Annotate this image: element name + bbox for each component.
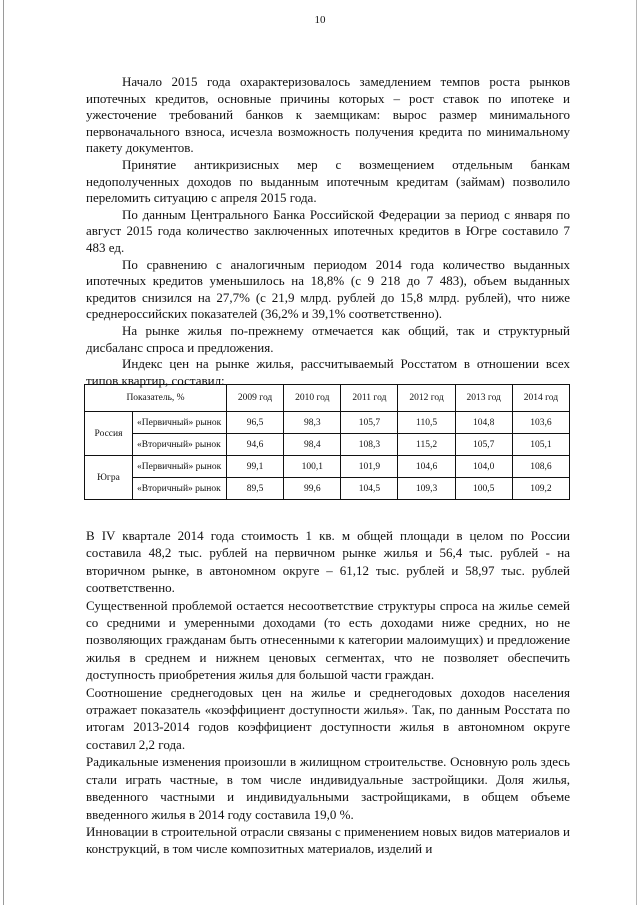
table-header-cell: 2010 год — [284, 385, 341, 412]
value-cell: 104,8 — [455, 412, 512, 434]
value-cell: 104,5 — [341, 478, 398, 500]
paragraph: Соотношение среднегодовых цен на жилье и среднегодовых доходов населения отражает показатель «коэффициент доступности жилья». Так, по данным Росстата по итогам 2013-2014 годов коэффициент доступности жилья в автономном округе составил 2,2 года. — [86, 684, 570, 752]
value-cell: 108,6 — [512, 456, 569, 478]
paragraph: По сравнению с аналогичным периодом 2014 года количество выданных ипотечных кредитов уменьшилось на 18,8% (с 9 218 до 7 483), объем выданных кредитов снизился на 27,7% (с 21,9 млрд. рублей до 15,8 млрд. рублей), что ниже среднероссийских показателей (36,2% и 39,1% соответственно). — [86, 256, 570, 322]
value-cell: 109,2 — [512, 478, 569, 500]
body-paragraph-group — [86, 527, 570, 858]
value-cell: 98,4 — [284, 434, 341, 456]
value-cell: 105,7 — [341, 412, 398, 434]
paragraph: Инновации в строительной отрасли связаны с применением новых видов материалов и конструкций, в том числе композитных материалов, изделий и — [86, 823, 570, 857]
table-row — [85, 412, 570, 434]
page-number: 10 — [314, 14, 326, 26]
table-header-cell: 2014 год — [512, 385, 569, 412]
value-cell: 100,5 — [455, 478, 512, 500]
value-cell: 108,3 — [341, 434, 398, 456]
table-header-cell: 2011 год — [341, 385, 398, 412]
table-header-cell: Показатель, % — [85, 385, 227, 412]
table-header-cell: 2009 год — [227, 385, 284, 412]
region-cell: Россия — [85, 412, 133, 456]
market-cell: «Первичный» рынок — [133, 412, 227, 434]
table-header-cell: 2012 год — [398, 385, 455, 412]
value-cell: 110,5 — [398, 412, 455, 434]
market-cell: «Вторичный» рынок — [133, 478, 227, 500]
value-cell: 104,0 — [455, 456, 512, 478]
scan-edge-right — [636, 0, 637, 905]
paragraph: В IV квартале 2014 года стоимость 1 кв. м общей площади в целом по России составила 48,2 тыс. рублей на первичном рынке жилья и 56,4 тыс. рублей - на вторичном рынке, в автономном округе – 61,12 тыс. рублей и 58,97 тыс. рублей соответственно. — [86, 528, 570, 596]
value-cell: 103,6 — [512, 412, 569, 434]
paragraph: По данным Центрального Банка Российской Федерации за период с января по август 2015 года количество заключенных ипотечных кредитов в Югре составило 7 483 ед. — [86, 206, 570, 255]
table-header-cell: 2013 год — [455, 385, 512, 412]
value-cell: 99,6 — [284, 478, 341, 500]
paragraph: Принятие антикризисных мер с возмещением отдельным банкам недополученных доходов по выданным ипотечным кредитам (займам) позволило переломить ситуацию с апреля 2015 года. — [86, 156, 570, 206]
paragraph: Индекс цен на рынке жилья, рассчитываемый Росстатом в отношении всех типов квартир, составил: — [86, 356, 570, 388]
paragraph: Начало 2015 года охарактеризовалось замедлением темпов роста рынков ипотечных кредитов, основные причины которых – рост ставок по ипотеке и ужесточение требований банков к заемщикам: вырос размер минимального первоначального взноса, исчезла возможность получения кредита по минимальному пакету документов. — [86, 74, 570, 156]
paragraph: Радикальные изменения произошли в жилищном строительстве. Основную роль здесь стали играть частные, в том числе индивидуальные застройщики. Доля жилья, введенного частными и индивидуальными застройщиками, в общем объеме введенного жилья в 2014 году составила 19,0 %. — [86, 754, 570, 822]
value-cell: 109,3 — [398, 478, 455, 500]
scan-edge-left — [3, 0, 4, 905]
region-cell: Югра — [85, 456, 133, 500]
table-row — [85, 478, 570, 500]
market-cell: «Вторичный» рынок — [133, 434, 227, 456]
table-header-row — [85, 385, 570, 412]
value-cell: 98,3 — [284, 412, 341, 434]
value-cell: 100,1 — [284, 456, 341, 478]
value-cell: 89,5 — [227, 478, 284, 500]
paragraph: На рынке жилья по-прежнему отмечается как общий, так и структурный дисбаланс спроса и предложения. — [86, 322, 570, 355]
value-cell: 94,6 — [227, 434, 284, 456]
value-cell: 115,2 — [398, 434, 455, 456]
table-row — [85, 456, 570, 478]
price-index-table — [84, 384, 570, 500]
value-cell: 105,7 — [455, 434, 512, 456]
value-cell: 101,9 — [341, 456, 398, 478]
value-cell: 96,5 — [227, 412, 284, 434]
value-cell: 99,1 — [227, 456, 284, 478]
value-cell: 105,1 — [512, 434, 569, 456]
value-cell: 104,6 — [398, 456, 455, 478]
market-cell: «Первичный» рынок — [133, 456, 227, 478]
table-row — [85, 434, 570, 456]
intro-paragraph-group — [86, 74, 570, 389]
paragraph: Существенной проблемой остается несоответствие структуры спроса на жилье семей со средними и умеренными доходами (то есть доходами ниже средних, но не позволяющих гражданам быть отнесенными к категории малоимущих) и предложение жилья в среднем и нижнем ценовых сегментах, что не позволяет обеспечить доступность приобретения жилья для большой части граждан. — [86, 597, 570, 683]
